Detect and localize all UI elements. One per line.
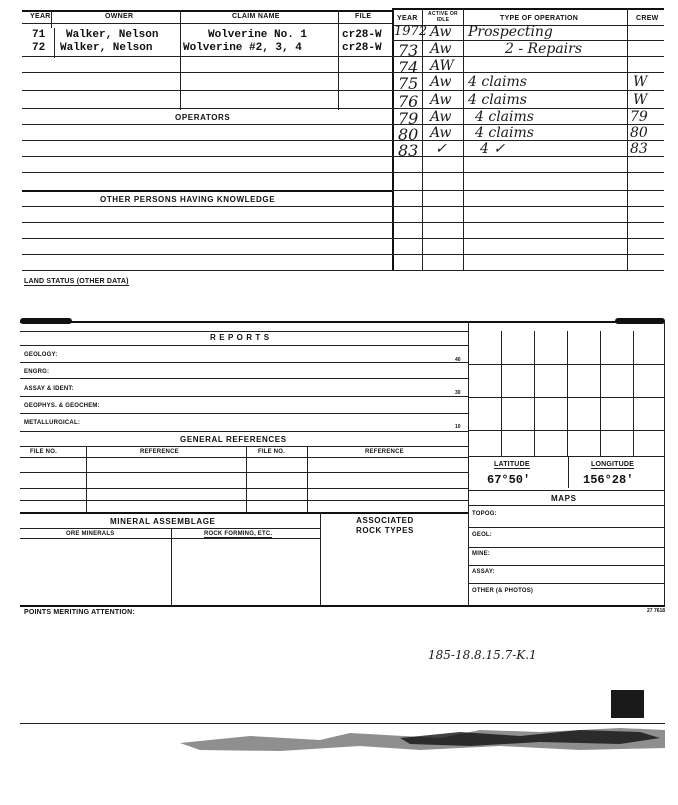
- points-meriting-attention-label: POINTS MERITING ATTENTION:: [24, 609, 135, 616]
- act-row7-type: 4 claims: [475, 125, 534, 141]
- act-row8-crew: 83: [630, 141, 648, 157]
- maps-label: MAPS: [551, 494, 577, 503]
- row2-year: 72: [32, 42, 46, 54]
- gr-header-file2: FILE NO.: [258, 449, 285, 455]
- act-header-type: TYPE OF OPERATION: [500, 15, 579, 22]
- act-row2-type: 2 - Repairs: [505, 41, 583, 57]
- act-header-active: ACTIVE OR IDLE: [428, 11, 458, 23]
- act-row1-type: Prospecting: [468, 24, 553, 40]
- row1-claim: Wolverine No. 1: [208, 29, 308, 41]
- report-assay: ASSAY & IDENT:: [24, 386, 74, 392]
- row2-owner: Walker, Nelson: [60, 42, 153, 54]
- form-code: 27 7618: [647, 608, 666, 614]
- longitude-label: LONGITUDE: [591, 461, 635, 468]
- act-row5-active: Aw: [430, 92, 452, 108]
- header-file: FILE: [355, 13, 372, 20]
- act-row4-crew: W: [633, 74, 648, 90]
- act-row6-year: 79: [398, 109, 419, 128]
- land-status-label: LAND STATUS (OTHER DATA): [24, 278, 129, 285]
- gr-header-file1: FILE NO.: [30, 449, 57, 455]
- act-row5-year: 76: [398, 92, 419, 111]
- header-owner: OWNER: [105, 13, 134, 20]
- mineral-assemblage-title: MINERAL ASSEMBLAGE: [110, 517, 216, 526]
- act-row4-year: 75: [398, 74, 419, 93]
- map-other: OTHER (& PHOTOS): [472, 588, 534, 594]
- report-assay-num: 30: [455, 390, 461, 396]
- act-row2-active: Aw: [430, 41, 452, 57]
- act-header-crew: CREW: [636, 15, 659, 22]
- scan-artifact-smear: [20, 718, 665, 758]
- report-metallurgical: METALLURGICAL:: [24, 420, 81, 426]
- act-header-year: YEAR: [397, 15, 418, 22]
- longitude-value: 156°28': [583, 473, 634, 487]
- operators-label: OPERATORS: [175, 113, 231, 122]
- row1-file: cr28-W: [342, 29, 382, 41]
- act-row4-active: Aw: [430, 74, 452, 90]
- act-row2-year: 73: [398, 41, 419, 60]
- header-year: YEAR: [30, 13, 51, 20]
- map-topog: TOPOG:: [472, 511, 497, 517]
- gr-header-ref1: REFERENCE: [140, 449, 179, 455]
- row1-year: 71: [32, 29, 46, 41]
- act-row3-year: 74: [398, 58, 419, 77]
- map-mine: MINE:: [472, 551, 490, 557]
- general-references-title: GENERAL REFERENCES: [180, 435, 287, 444]
- act-row1-year: 1972: [394, 24, 428, 39]
- latitude-value: 67°50': [487, 473, 531, 487]
- act-row3-active: AW: [430, 58, 454, 74]
- report-engrg: ENGRG:: [24, 369, 50, 375]
- act-row8-year: 83: [398, 141, 419, 160]
- act-row6-crew: 79: [630, 109, 648, 125]
- report-metallurgical-num: 10: [455, 424, 461, 430]
- act-row4-type: 4 claims: [468, 74, 527, 90]
- row2-file: cr28-W: [342, 42, 382, 54]
- act-row7-active: Aw: [430, 125, 452, 141]
- act-row6-type: 4 claims: [475, 109, 534, 125]
- rock-forming-label: ROCK FORMING, ETC.: [204, 531, 273, 537]
- row1-owner: Walker, Nelson: [66, 29, 159, 41]
- act-row7-crew: 80: [630, 125, 648, 141]
- act-row1-active: Aw: [430, 24, 452, 40]
- latitude-label: LATITUDE: [494, 461, 530, 468]
- act-row5-type: 4 claims: [468, 92, 527, 108]
- associated-rock-types-label: ASSOCIATED ROCK TYPES: [355, 516, 414, 535]
- act-row8-active: ✓: [435, 141, 447, 157]
- gr-header-ref2: REFERENCE: [365, 449, 404, 455]
- act-row5-crew: W: [633, 92, 648, 108]
- act-row6-active: Aw: [430, 109, 452, 125]
- header-claim-name: CLAIM NAME: [232, 13, 280, 20]
- map-geol: GEOL:: [472, 532, 492, 538]
- report-geology: GEOLOGY:: [24, 352, 58, 358]
- handwritten-note: 185-18.8.15.7-K.1: [428, 648, 537, 662]
- act-row7-year: 80: [398, 125, 419, 144]
- report-geophys: GEOPHYS. & GEOCHEM:: [24, 403, 100, 409]
- report-geology-num: 40: [455, 357, 461, 363]
- reports-title: R E P O R T S: [210, 333, 270, 342]
- row2-claim: Wolverine #2, 3, 4: [183, 42, 302, 54]
- map-assay: ASSAY:: [472, 569, 495, 575]
- other-persons-label: OTHER PERSONS HAVING KNOWLEDGE: [100, 195, 276, 204]
- act-row8-type: 4 ✓: [480, 141, 506, 157]
- ore-minerals-label: ORE MINERALS: [66, 531, 115, 537]
